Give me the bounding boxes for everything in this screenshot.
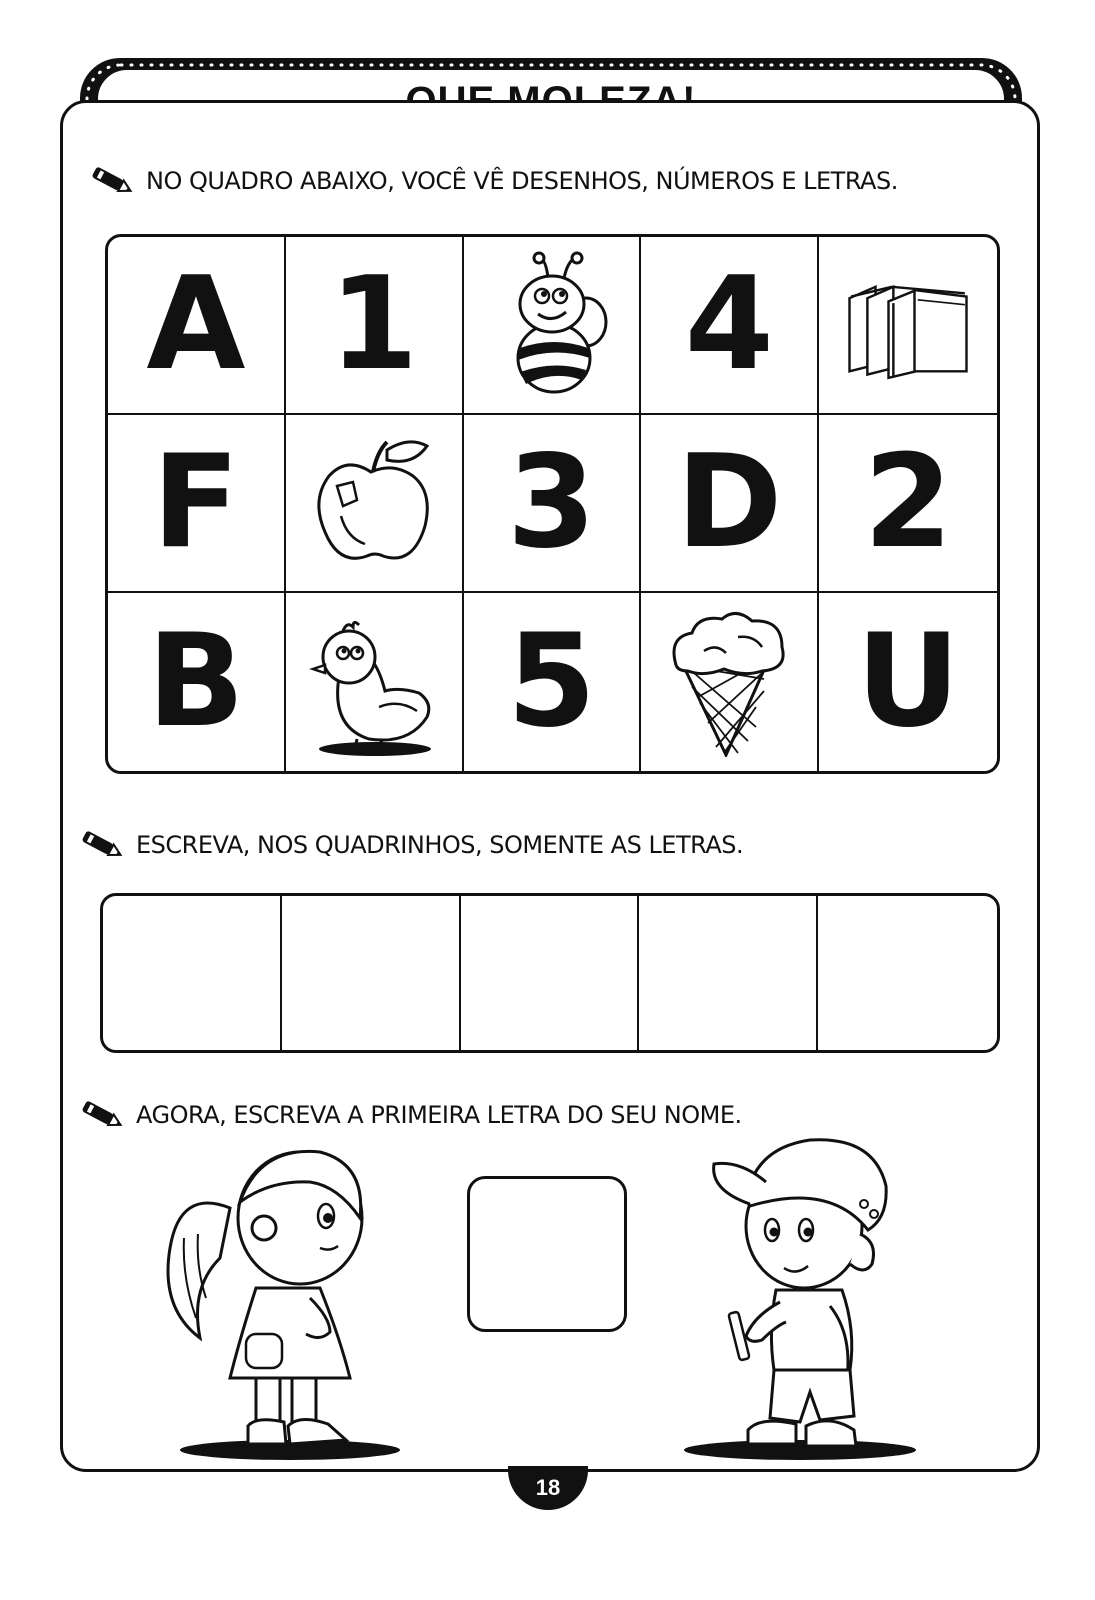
grid-cell <box>286 237 464 415</box>
answer-box-5[interactable] <box>818 896 997 1050</box>
grid-cell <box>108 593 286 771</box>
grid-cell <box>464 593 642 771</box>
grid-cell <box>641 415 819 593</box>
letter: F <box>152 428 240 577</box>
grid-cell <box>108 237 286 415</box>
grid-cell <box>819 237 997 415</box>
boy-illustration <box>650 1130 920 1466</box>
grid-cell <box>464 237 642 415</box>
grid-cell <box>286 415 464 593</box>
grid-cell <box>464 415 642 593</box>
instruction-2 <box>78 830 743 860</box>
instruction-3-text: AGORA, ESCREVA A PRIMEIRA LETRA DO SEU NOME. <box>136 1101 742 1129</box>
number: 5 <box>506 607 597 756</box>
girl-illustration <box>160 1138 440 1464</box>
pencil-icon <box>88 166 136 196</box>
bee-icon <box>486 250 616 400</box>
grid-cell <box>286 593 464 771</box>
instruction-2-text: ESCREVA, NOS QUADRINHOS, SOMENTE AS LETRAS. <box>136 831 744 859</box>
letter: U <box>856 607 961 756</box>
pencil-icon <box>78 1100 126 1130</box>
number: 2 <box>863 428 953 577</box>
pencil-icon <box>78 830 126 860</box>
letter: A <box>146 250 246 399</box>
grid-cell <box>108 415 286 593</box>
letter-answer-boxes <box>100 893 1000 1053</box>
page-number: 18 <box>508 1466 588 1510</box>
answer-box-1[interactable] <box>103 896 282 1050</box>
answer-box-4[interactable] <box>639 896 818 1050</box>
answer-box-3[interactable] <box>461 896 640 1050</box>
number: 1 <box>329 250 419 399</box>
apple-icon <box>309 428 439 578</box>
answer-box-2[interactable] <box>282 896 461 1050</box>
grid-cell <box>641 593 819 771</box>
grid-cell <box>819 593 997 771</box>
instruction-1 <box>88 166 898 196</box>
number: 4 <box>684 250 774 399</box>
first-letter-box[interactable] <box>467 1176 627 1332</box>
pictures-numbers-letters-grid <box>105 234 1000 774</box>
letter: B <box>147 607 245 756</box>
grid-cell <box>641 237 819 415</box>
chick-icon <box>309 607 439 757</box>
letter: D <box>676 428 783 577</box>
instruction-3 <box>78 1100 742 1130</box>
grid-cell <box>819 415 997 593</box>
instruction-1-text: NO QUADRO ABAIXO, VOCÊ VÊ DESENHOS, NÚMEROS E LETRAS. <box>146 167 898 195</box>
number: 3 <box>506 428 597 577</box>
ice-cream-icon <box>664 607 794 757</box>
books-icon <box>843 250 973 400</box>
